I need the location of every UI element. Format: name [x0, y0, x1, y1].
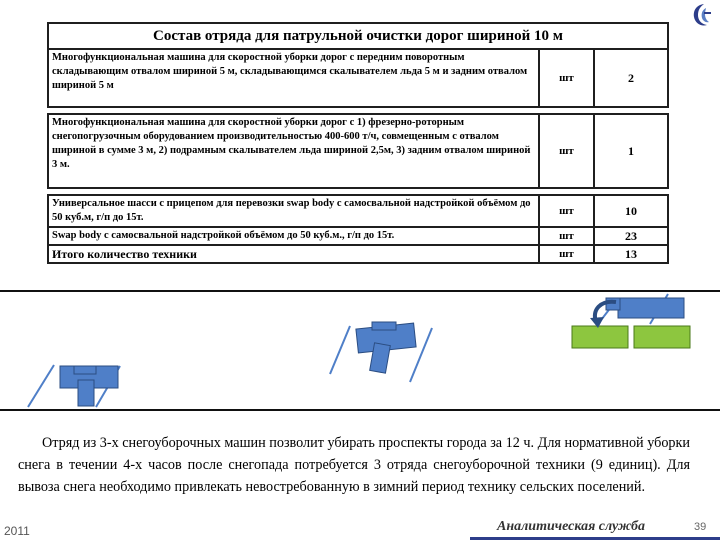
table-gap — [48, 188, 668, 195]
footer-year: 2011 — [4, 524, 30, 538]
row-desc: Итого количество техники — [48, 245, 539, 263]
table-row — [48, 49, 668, 107]
row-qty: 1 — [594, 114, 668, 188]
row-qty: 2 — [594, 49, 668, 107]
table-total-row — [48, 245, 668, 263]
table-title-row — [48, 23, 668, 49]
row-desc: Многофункциональная машина для скоростной уборки дорог с передним поворотным складывающим отвалом шириной 5 м, складывающимся скалывателем льда 5 м и задним отвалом шириной 5 м — [48, 49, 539, 107]
composition-table — [47, 22, 669, 264]
snowplow-left — [28, 365, 120, 407]
snowplow-right-group — [572, 294, 690, 348]
row-desc: Многофункциональная машина для скоростной уборки дорог с 1) фрезерно-роторным снегопогрузочным оборудованием производительностью 400-600 т/ч, совмещенным с отвалом шириной в сумме 3 м, 2) подрамным скалывателем льда шириной 2,5м, 3) задним отвалом шириной 3 м. — [48, 114, 539, 188]
row-unit: шт — [539, 195, 594, 227]
snowplow-graphics — [0, 290, 720, 410]
row-unit: шт — [539, 227, 594, 245]
row-qty: 13 — [594, 245, 668, 263]
row-unit: шт — [539, 49, 594, 107]
row-unit: шт — [539, 245, 594, 263]
caption-text: Отряд из 3-х снегоуборочных машин позволит убирать проспекты города за 12 ч. Для нормативной уборки снега в течении 4-х часов после снегопада потребуется 3 отряда снегоуборочной техники (9 единиц). Для вывоза снега необходимо привлекать невостребованную в зимний период технику сельских поселений. — [18, 435, 690, 496]
row-qty: 10 — [594, 195, 668, 227]
row-qty: 23 — [594, 227, 668, 245]
row-unit: шт — [539, 114, 594, 188]
table-row — [48, 227, 668, 245]
row-desc: Swap body с самосвальной надстройкой объёмом до 50 куб.м., г/п до 15т. — [48, 227, 539, 245]
table-row — [48, 195, 668, 227]
page-number: 39 — [694, 521, 707, 533]
footer-label: Аналитическая служба — [497, 519, 646, 534]
table-title: Состав отряда для патрульной очистки дорог шириной 10 м — [48, 23, 668, 49]
table-gap — [48, 107, 668, 114]
snowplow-middle — [330, 322, 432, 382]
row-desc: Универсальное шасси с прицепом для перевозки swap body с самосвальной надстройкой объёмом до 50 куб.м, г/п до 15т. — [48, 195, 539, 227]
table-row — [48, 114, 668, 188]
emblem-icon — [690, 2, 714, 28]
